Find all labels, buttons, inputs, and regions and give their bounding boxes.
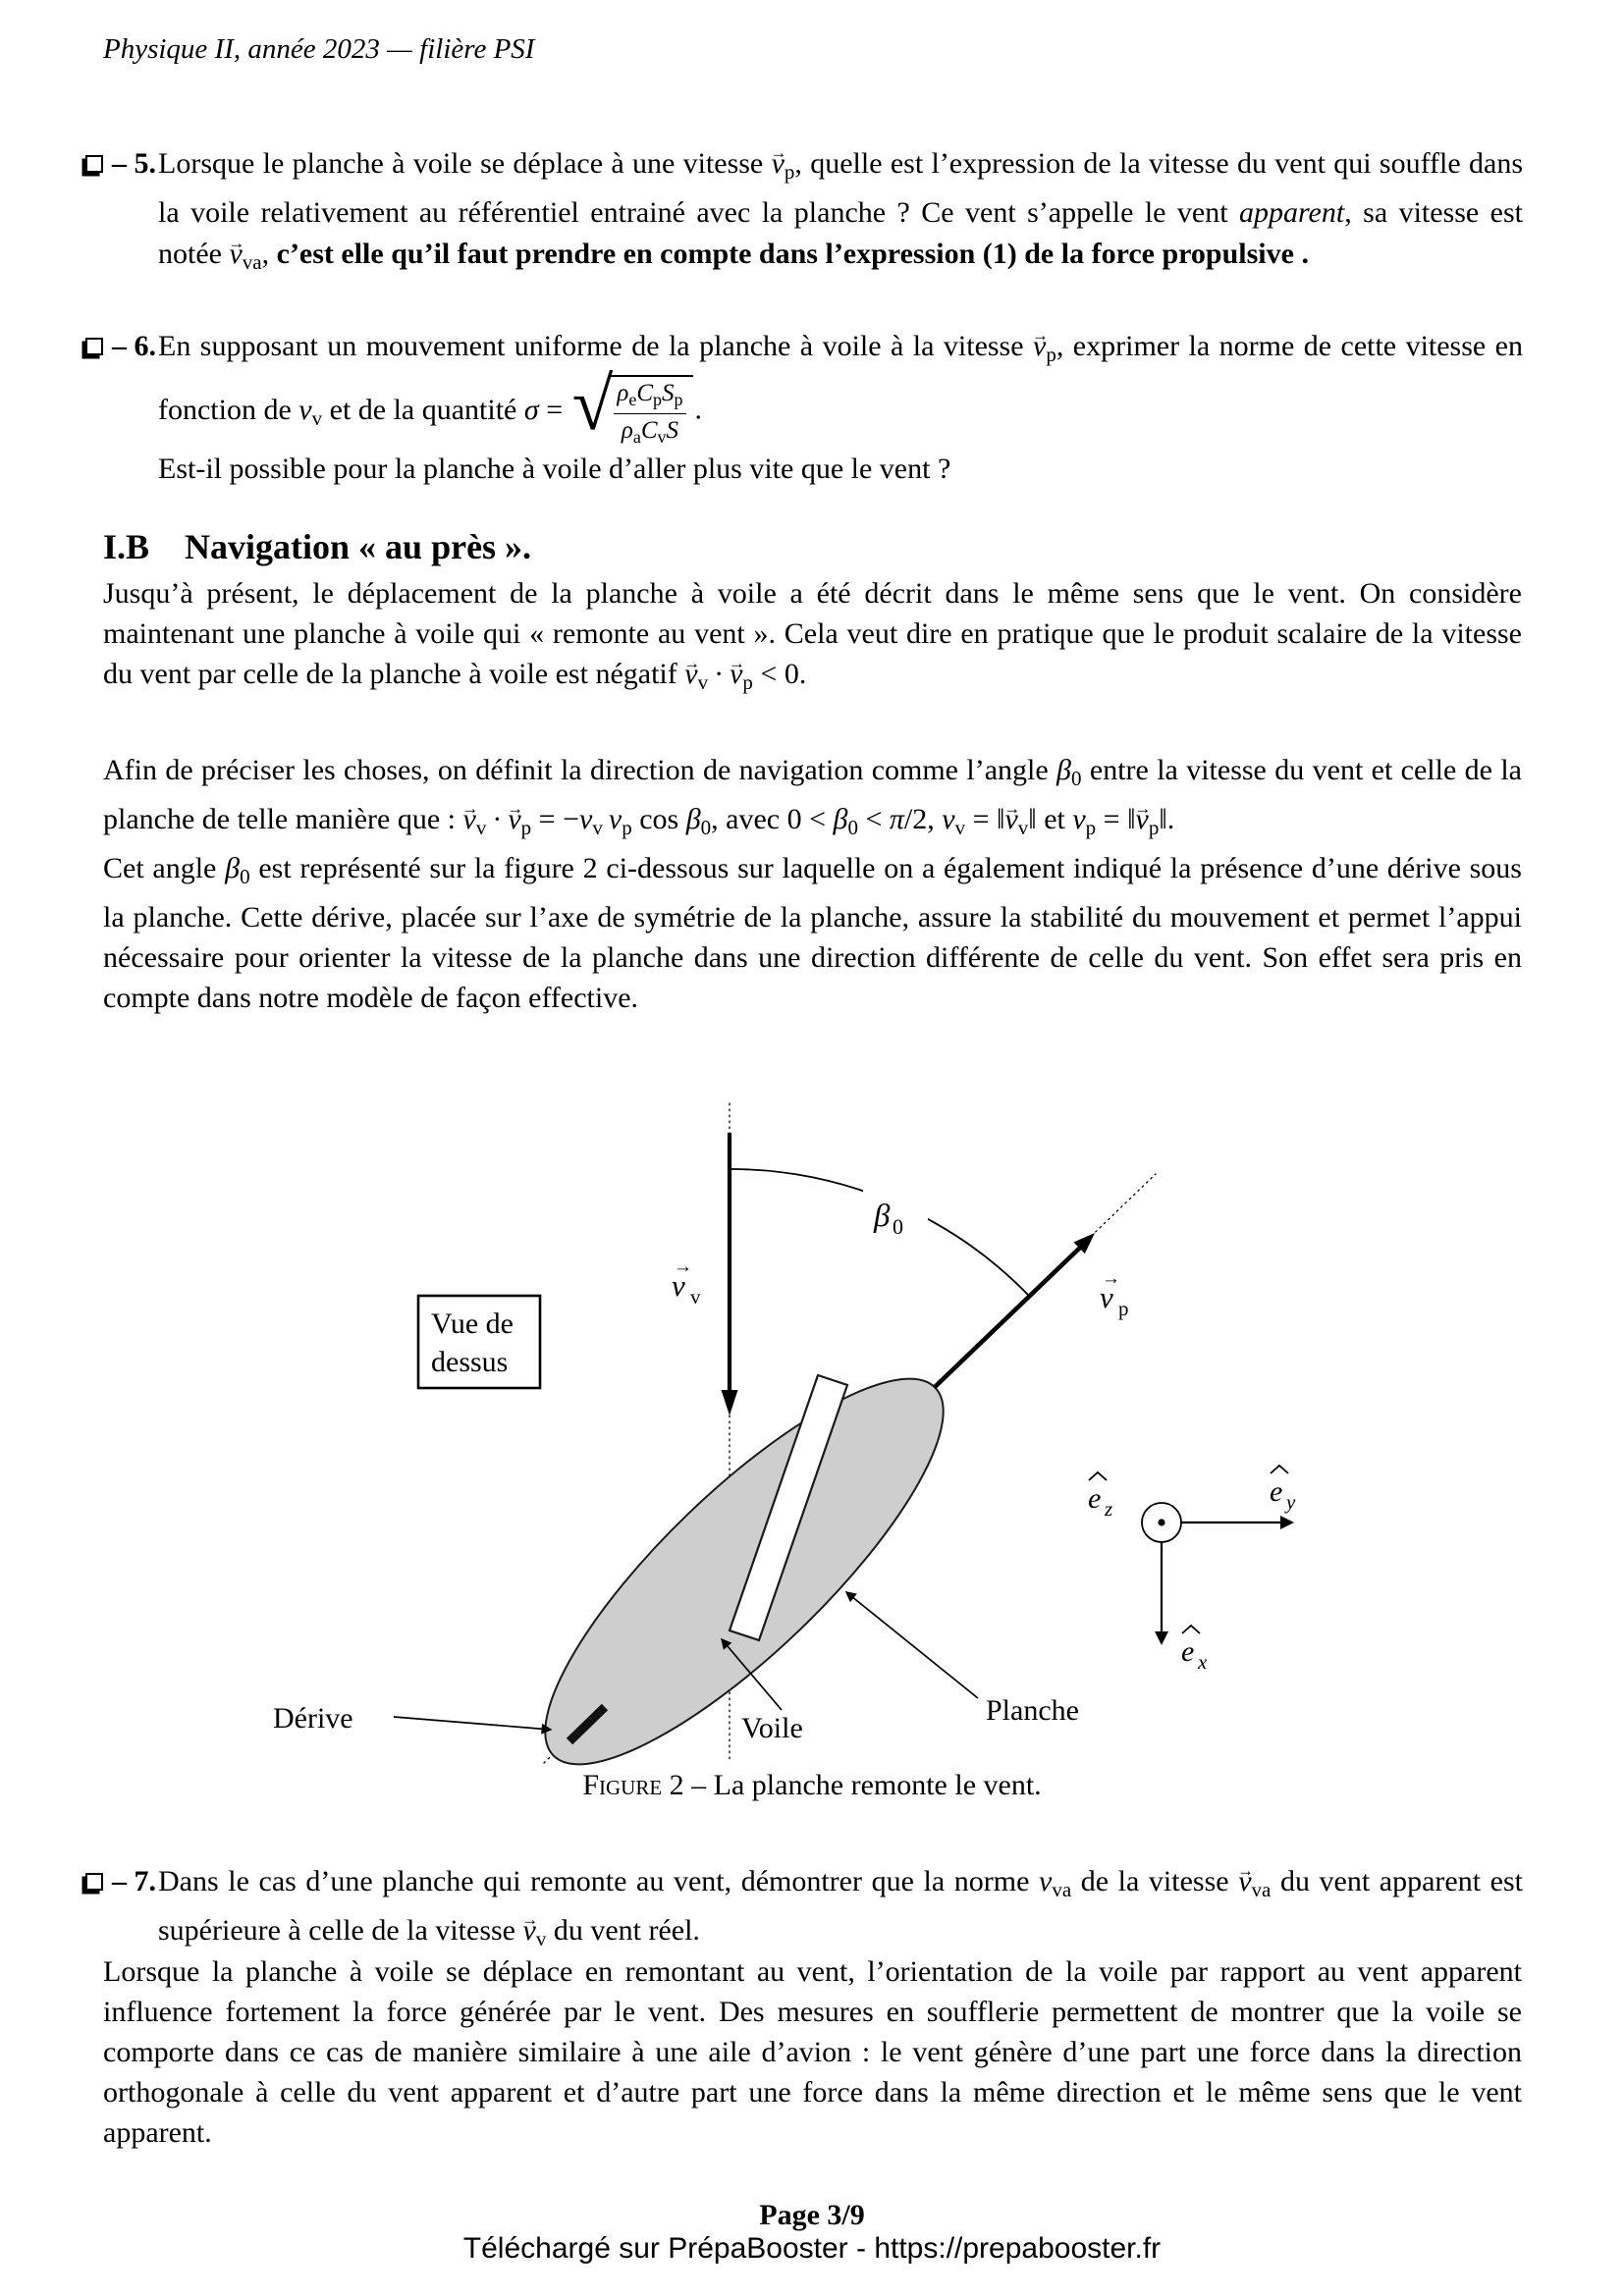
voile-label: Voile — [741, 1712, 803, 1744]
question-6 — [83, 326, 1523, 490]
derive-label: Dérive — [273, 1702, 353, 1735]
figure-caption — [0, 1769, 1624, 1802]
wind-arrow-group — [672, 1133, 738, 1415]
question-6-marker — [83, 326, 158, 490]
paragraph-intro: Jusqu’à présent, le déplacement de la planche à voile a été décrit dans le même sens que le vent. On considère maintenant une planche à voile qui « remonte au vent ». Cela veut dire en pratique que le produit scalaire de la vitesse du vent par celle de la planche à voile est négatif $v \to_v \cdot v \to_p < 0$. — [103, 573, 1522, 703]
question-7-marker — [83, 1861, 158, 1959]
figure-caption-label: Figure 2 — [582, 1769, 684, 1801]
checkbox-icon — [85, 338, 103, 355]
view-box-line2: dessus — [431, 1346, 509, 1378]
section-number: I.B — [103, 527, 150, 566]
beta0-label: β — [874, 1199, 891, 1234]
figure-2-svg — [253, 1076, 1392, 1773]
paragraph-conclusion: Lorsque la planche à voile se déplace en remontant au vent, l’orientation de la voile par rapport au vent apparent influence fortement la force générée par le vent. Des mesures en soufflerie permettent de montrer que la voile se comporte dans ce cas de manière similaire à une aile d’avion : le vent génère d’une part une force dans la direction orthogonale à celle du vent apparent et d’autre part une force dans la même direction et le même sens que le vent apparent. — [103, 1955, 1522, 2149]
ez-subscript: z — [1105, 1497, 1113, 1521]
board-ellipse — [498, 1330, 992, 1773]
vector-arrow-glyph: → — [674, 1256, 692, 1277]
section-heading — [103, 526, 531, 567]
footer-download-note: Téléchargé sur PrépaBooster - https://prepabooster.fr — [462, 2232, 1162, 2265]
ex-hat — [1182, 1626, 1200, 1633]
question-6-tail: . — [694, 393, 703, 426]
paragraph-figure-reference: Cet angle $\beta_0$ est représenté sur la figure 2 ci-dessous sur laquelle on a également indiqué la présence d’une dérive sous la planche. Cette dérive, placée sur l’axe de symétrie de la planche, assure la stabilité du mouvement et permet l’appui nécessaire pour orienter la vitesse de la planche dans une direction différente de celle du vent. Son effet sera pris en compte dans notre modèle de façon effective. — [103, 852, 1522, 1014]
ey-label: e — [1270, 1475, 1283, 1508]
question-5-text: Lorsque le planche à voile se déplace à une vitesse $v \to_p$, quelle est l’expression de la vitesse du vent qui souffle dans la voile relativement au référentiel entrainé avec la planche ? Ce vent s’appelle le vent apparent, sa vitesse est notée $v \to_{va}$, c’est elle qu’il faut prendre en compte dans l’expression (1) de la force propulsive . — [158, 143, 1523, 283]
question-7 — [83, 1861, 1523, 1959]
planche-leader-line — [846, 1592, 978, 1698]
question-5 — [83, 143, 1523, 283]
ey-hat — [1271, 1466, 1288, 1473]
fraction-denominator: $\rho_aC_vS$ — [621, 416, 679, 447]
board-velocity-arrow-group — [935, 1233, 1129, 1387]
question-number: – 5. — [112, 147, 156, 180]
wind-velocity-label: v — [672, 1268, 685, 1303]
board-group — [498, 1330, 992, 1773]
fraction-numerator: $\rho_eC_pS_p$ — [614, 380, 685, 414]
derive-leader-line — [394, 1717, 551, 1730]
question-number: – 6. — [112, 330, 156, 362]
checkbox-icon — [85, 155, 103, 173]
figure-caption-text: – La planche remonte le vent. — [683, 1769, 1042, 1801]
figure-2 — [253, 1076, 1392, 1773]
paragraph-angle-definition: Afin de préciser les choses, on définit la direction de navigation comme l’angle $\beta_0$ entre la vitesse du vent et celle de la planche de telle manière que : $v \to_v \cdot v \to_p = -v_v$ $v_p$ $\cos \beta_0$, avec $0 < \beta_0 < \pi/2$, $v_v$ = ‖v $\to_v‖$ et $v_p$ = ‖v $\to_p‖$. — [103, 750, 1522, 848]
question-7-text: Dans le cas d’une planche qui remonte au vent, démontrer que la norme $v_{va}$ de la vitesse $v \to_{va}$ du vent apparent est supérieure à celle de la vitesse $v \to_v$ du vent réel. — [158, 1861, 1523, 1959]
sqrt-radical: √ — [571, 363, 614, 446]
question-6-lead: En supposant un mouvement uniforme de la planche à voile à la vitesse $v \to_p$, exprimer la norme de cette vitesse en fonction de $v_v$ et de la quantité σ = — [158, 330, 1523, 426]
page-header-title: Physique II, année 2023 — filière PSI — [103, 33, 535, 65]
sigma-formula — [571, 363, 693, 447]
wind-velocity-subscript: v — [690, 1285, 701, 1308]
planche-label: Planche — [986, 1694, 1079, 1727]
ex-subscript: x — [1198, 1650, 1208, 1674]
question-5-marker — [83, 143, 158, 283]
checkbox-icon — [85, 1873, 103, 1891]
ey-subscript: y — [1286, 1490, 1296, 1514]
question-number: – 7. — [112, 1865, 156, 1897]
board-velocity-label: v — [1100, 1280, 1113, 1314]
paragraph-group — [103, 750, 1522, 1018]
question-6-text — [158, 326, 1523, 490]
question-6-line2: Est-il possible pour la planche à voile d’aller plus vite que le vent ? — [158, 453, 951, 486]
vector-arrow-glyph: → — [1102, 1268, 1120, 1289]
coordinate-frame — [1088, 1466, 1296, 1674]
beta0-subscript: 0 — [893, 1214, 903, 1239]
wind-arrowhead — [722, 1390, 738, 1415]
board-velocity-arrow — [935, 1247, 1081, 1387]
view-from-above-box — [418, 1296, 540, 1388]
section-title: Navigation « au près ». — [185, 527, 532, 566]
ez-dot — [1158, 1519, 1164, 1525]
footer-page-number: Page 3/9 — [759, 2199, 865, 2231]
ez-label: e — [1088, 1482, 1102, 1515]
ez-hat — [1089, 1472, 1107, 1480]
board-velocity-subscript: p — [1118, 1297, 1129, 1320]
ex-label: e — [1181, 1635, 1195, 1668]
sigma-fraction — [610, 375, 692, 447]
view-box-line1: Vue de — [431, 1308, 514, 1340]
